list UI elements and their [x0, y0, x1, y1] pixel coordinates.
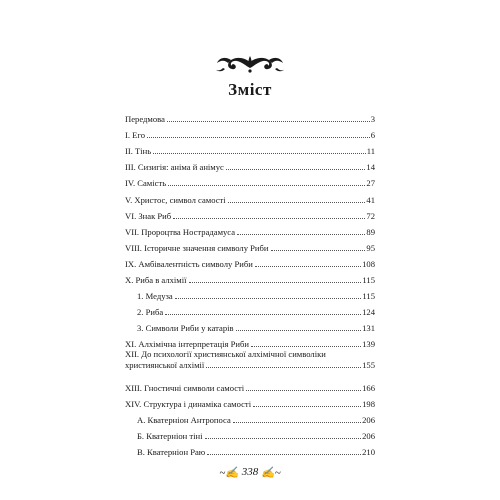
toc-entry-page: 3	[370, 114, 375, 125]
toc-entry-page: 166	[362, 382, 375, 393]
toc-entry-page: 11	[366, 146, 375, 157]
dot-leader	[271, 250, 366, 251]
toc-entry	[125, 393, 375, 409]
dot-leader	[205, 438, 362, 439]
toc-entry-label: VI. Знак Риб	[125, 210, 172, 221]
dot-leader	[251, 346, 361, 347]
dot-leader	[226, 169, 366, 170]
toc-entry-label: XIII. Гностичні символи самості	[125, 382, 245, 393]
toc-entry	[125, 317, 375, 333]
left-flourish-icon: ~✍	[219, 467, 239, 479]
dot-leader	[207, 454, 361, 455]
toc-entry-page: 124	[362, 307, 375, 318]
toc-entry	[125, 285, 375, 301]
dot-leader	[246, 390, 361, 391]
toc-entry	[125, 188, 375, 204]
table-of-contents	[125, 108, 375, 457]
toc-entry	[125, 156, 375, 172]
toc-entry-label: VII. Пророцтва Нострадамуса	[125, 226, 236, 237]
toc-entry-label: X. Риба в алхімії	[125, 275, 187, 286]
toc-entry-label: V. Христос, символ самості	[125, 194, 226, 205]
dot-leader	[206, 367, 361, 368]
toc-entry	[125, 172, 375, 188]
toc-entry-page: 131	[362, 323, 375, 334]
toc-entry-label: III. Сизигія: аніма й анімус	[125, 162, 224, 173]
toc-entry-label: В. Кватерніон Раю	[137, 446, 206, 457]
toc-entry	[125, 376, 375, 392]
toc-entry-label: Б. Кватерніон тіні	[137, 430, 203, 441]
toc-entry	[125, 237, 375, 253]
toc-entry-page: 210	[362, 446, 375, 457]
toc-entry-label: II. Тінь	[125, 146, 152, 157]
toc-entry	[125, 441, 375, 457]
toc-entry-page: 89	[366, 226, 375, 237]
toc-entry-label-line2: християнської алхімії	[125, 360, 205, 371]
toc-entry-page: 41	[366, 194, 375, 205]
toc-entry-label: Передмова	[125, 114, 165, 125]
toc-entry-page: 6	[370, 130, 375, 141]
toc-entry-label: А. Кватерніон Антропоса	[137, 414, 231, 425]
dot-leader	[255, 266, 361, 267]
dot-leader	[153, 153, 366, 154]
toc-entry	[125, 221, 375, 237]
toc-entry-page: 27	[366, 178, 375, 189]
toc-entry-label-line1: XII. До психології християнської алхімічної символіки	[125, 349, 326, 360]
toc-entry-label: 2. Риба	[137, 307, 164, 318]
dot-leader	[236, 330, 362, 331]
dot-leader	[253, 406, 361, 407]
toc-entry-label: IV. Самість	[125, 178, 167, 189]
toc-entry-page: 95	[366, 242, 375, 253]
toc-entry-label: I. Его	[125, 130, 146, 141]
toc-entry	[125, 140, 375, 156]
toc-entry-label: VIII. Історичне значення символу Риби	[125, 242, 269, 253]
toc-entry-label: XIV. Структура і динаміка самості	[125, 398, 252, 409]
ornament-flourish-icon	[215, 52, 285, 74]
toc-entry-label: IX. Амбівалентність символу Риби	[125, 258, 253, 269]
toc-entry-page: 206	[362, 430, 375, 441]
dot-leader	[175, 298, 362, 299]
dot-leader	[167, 121, 370, 122]
toc-entry-page: 14	[366, 162, 375, 173]
toc-entry-page: 198	[362, 398, 375, 409]
toc-entry	[125, 333, 375, 349]
toc-entry-page: 139	[362, 339, 375, 350]
toc-entry-label: 3. Символи Риби у катарів	[137, 323, 234, 334]
dot-leader	[189, 282, 362, 283]
toc-entry	[125, 269, 375, 285]
page-title: Зміст	[228, 80, 272, 99]
dot-leader	[147, 137, 370, 138]
dot-leader	[173, 218, 365, 219]
dot-leader	[168, 185, 365, 186]
toc-entry-page: 108	[362, 258, 375, 269]
toc-entry-page: 72	[366, 210, 375, 221]
dot-leader	[228, 202, 366, 203]
page-number: 338	[241, 466, 259, 479]
toc-entry-label: XI. Алхімічна інтерпретація Риби	[125, 339, 249, 350]
toc-entry	[125, 124, 375, 140]
toc-entry	[125, 301, 375, 317]
page-footer	[0, 466, 500, 479]
dot-leader	[233, 422, 361, 423]
toc-entry-page: 155	[362, 360, 375, 371]
right-flourish-icon: ✍~	[261, 467, 281, 479]
toc-entry-page: 115	[362, 275, 375, 286]
toc-entry	[125, 205, 375, 221]
toc-entry	[125, 108, 375, 124]
toc-entry-page: 206	[362, 414, 375, 425]
toc-entry-label: 1. Медуза	[137, 291, 173, 302]
toc-entry	[125, 425, 375, 441]
toc-entry-page: 115	[362, 291, 375, 302]
dot-leader	[237, 234, 365, 235]
toc-entry	[125, 349, 375, 376]
dot-leader	[165, 314, 361, 315]
toc-entry	[125, 253, 375, 269]
toc-entry	[125, 409, 375, 425]
